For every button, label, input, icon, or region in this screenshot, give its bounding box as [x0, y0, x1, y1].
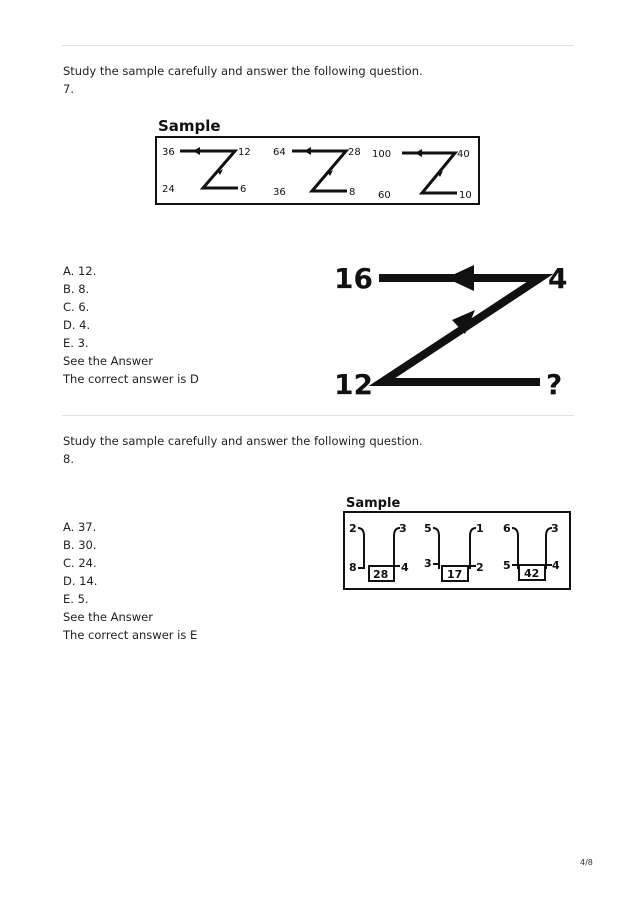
- svg-text:28: 28: [373, 568, 389, 581]
- q8-sample-title: Sample: [346, 496, 401, 511]
- q8-option-b: B. 30.: [63, 538, 97, 552]
- svg-text:3: 3: [551, 522, 559, 535]
- svg-text:24: 24: [162, 184, 175, 195]
- svg-text:10: 10: [459, 190, 472, 201]
- q8-option-d: D. 14.: [63, 574, 98, 588]
- q7-option-d: D. 4.: [63, 318, 91, 332]
- svg-text:36: 36: [162, 147, 175, 158]
- q8-option-c: C. 24.: [63, 556, 97, 570]
- q7-intro: Study the sample carefully and answer the following question.: [63, 64, 423, 78]
- svg-text:3: 3: [424, 557, 432, 570]
- page-number: 4/8: [580, 858, 593, 867]
- svg-text:4: 4: [552, 559, 560, 572]
- q7-fig-bottom-left: 12: [334, 368, 373, 401]
- svg-text:12: 12: [238, 147, 251, 158]
- svg-text:5: 5: [503, 559, 511, 572]
- svg-text:1: 1: [476, 522, 484, 535]
- q7-fig-top-left: 16: [334, 262, 373, 295]
- top-divider: [62, 45, 574, 46]
- q7-option-e: E. 3.: [63, 336, 89, 350]
- q7-sample-figure: [150, 112, 485, 210]
- svg-text:4: 4: [401, 561, 409, 574]
- left-arrow-head: [446, 265, 474, 291]
- svg-text:40: 40: [457, 149, 470, 160]
- question-divider: [62, 415, 574, 416]
- q7-question-figure: [332, 250, 577, 402]
- q8-number: 8.: [63, 452, 74, 466]
- q7-sample-title: Sample: [158, 117, 221, 135]
- q8-intro: Study the sample carefully and answer the following question.: [63, 434, 423, 448]
- svg-text:64: 64: [273, 147, 286, 158]
- q7-option-a: A. 12.: [63, 264, 97, 278]
- svg-text:6: 6: [240, 184, 247, 195]
- q7-fig-top-right: 4: [548, 262, 568, 295]
- svg-text:17: 17: [447, 568, 463, 581]
- q7-number: 7.: [63, 82, 74, 96]
- svg-text:5: 5: [424, 522, 432, 535]
- q8-see-answer-link[interactable]: See the Answer: [63, 610, 153, 624]
- svg-text:36: 36: [273, 187, 286, 198]
- svg-text:2: 2: [349, 522, 357, 535]
- svg-text:2: 2: [476, 561, 484, 574]
- svg-text:42: 42: [524, 567, 540, 580]
- q8-option-e: E. 5.: [63, 592, 89, 606]
- svg-text:28: 28: [348, 147, 361, 158]
- svg-text:3: 3: [399, 522, 407, 535]
- svg-text:60: 60: [378, 190, 391, 201]
- q8-sample-figure: [338, 492, 576, 594]
- svg-text:100: 100: [372, 149, 392, 160]
- q7-option-c: C. 6.: [63, 300, 90, 314]
- svg-text:8: 8: [349, 561, 357, 574]
- q7-fig-bottom-right: ?: [546, 368, 563, 401]
- svg-text:8: 8: [349, 187, 356, 198]
- q7-see-answer-link[interactable]: See the Answer: [63, 354, 153, 368]
- svg-text:6: 6: [503, 522, 511, 535]
- q7-option-b: B. 8.: [63, 282, 90, 296]
- q8-option-a: A. 37.: [63, 520, 97, 534]
- q8-correct-answer: The correct answer is E: [63, 628, 198, 642]
- q7-correct-answer: The correct answer is D: [63, 372, 199, 386]
